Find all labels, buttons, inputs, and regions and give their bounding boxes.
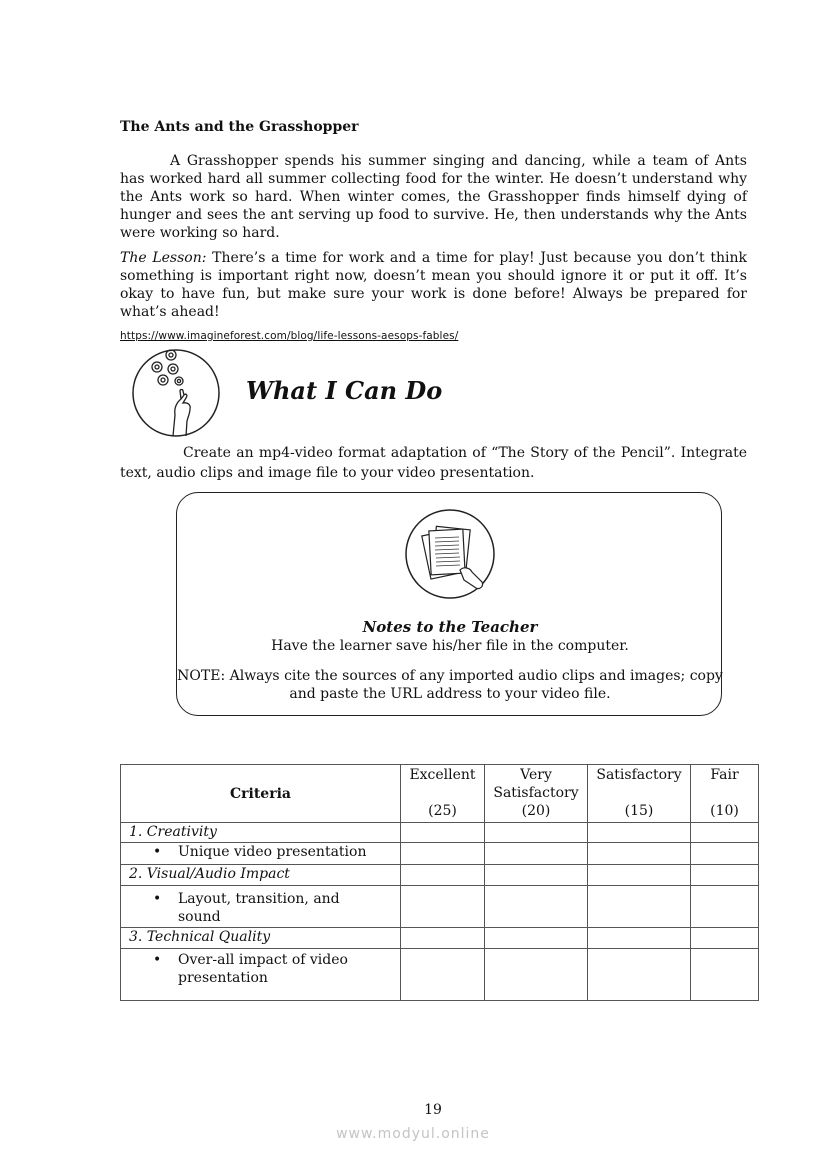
bullet-icon: • (153, 891, 162, 907)
score-cell (691, 886, 759, 928)
notes-title: Notes to the Teacher (362, 618, 538, 636)
notes-text: Have the learner save his/her file in the computer. (271, 638, 629, 654)
score-cell (485, 928, 588, 949)
score-cell (588, 823, 691, 843)
score-cell (691, 843, 759, 865)
rubric-table (120, 764, 759, 1001)
score-cell (401, 843, 485, 865)
story-title: The Ants and the Grasshopper (120, 119, 359, 135)
score-cell (401, 949, 485, 1001)
bullet-icon: • (153, 844, 162, 860)
page-number: 19 (424, 1102, 442, 1118)
score-cell (485, 843, 588, 865)
score-cell (691, 949, 759, 1001)
activity-instruction: Create an mp4-video format adaptation of “The Story of the Pencil”. Integrate text, audio clips and image file to your video presentation. (120, 445, 747, 481)
papers-in-hand-icon (404, 508, 496, 600)
story-body: A Grasshopper spends his summer singing and dancing, while a team of Ants has worked hard all summer collecting food for the winter. He doesn’t understand why the Ants work so hard. When winter comes, the Grasshopper finds himself dying of hunger and sees the ant serving up food to survive. He, then understands why the Ants were working so hard. (120, 153, 747, 241)
watermark: www.modyul.online (336, 1126, 490, 1142)
lesson-label: The Lesson: (120, 250, 207, 266)
score-cell (485, 886, 588, 928)
table-row (121, 865, 759, 886)
source-link[interactable]: https://www.imagineforest.com/blog/life-lessons-aesops-fables/ (120, 330, 459, 342)
criterion-technical-quality: 3. Technical Quality (121, 928, 401, 949)
score-cell (588, 928, 691, 949)
sub-criterion-text: Unique video presentation (178, 844, 367, 860)
table-row (121, 949, 759, 1001)
sub-criterion (121, 886, 401, 928)
level-points: (20) (521, 803, 551, 819)
level-label: Excellent (409, 767, 476, 783)
section-title: What I Can Do (246, 376, 443, 405)
score-cell (691, 865, 759, 886)
level-points: (15) (624, 803, 654, 819)
score-cell (691, 823, 759, 843)
criteria-header: Criteria (121, 765, 401, 823)
level-satisfactory (588, 765, 691, 823)
score-cell (588, 949, 691, 1001)
level-fair (691, 765, 759, 823)
lesson-text: There’s a time for work and a time for play! Just because you don’t think something is important right now, doesn’t mean you should ignore it or put it off. It’s okay to have fun, but make sure your work is done before! Always be prepared for what’s ahead! (120, 250, 748, 320)
table-row (121, 843, 759, 865)
level-excellent (401, 765, 485, 823)
sub-criterion-text: Over-all impact of video presentation (178, 952, 348, 986)
criterion-creativity: 1. Creativity (121, 823, 401, 843)
score-cell (485, 949, 588, 1001)
score-cell (588, 843, 691, 865)
score-cell (401, 823, 485, 843)
hand-with-gears-icon (130, 347, 226, 439)
score-cell (485, 865, 588, 886)
score-cell (588, 886, 691, 928)
score-cell (401, 928, 485, 949)
level-label: Satisfactory (596, 767, 682, 783)
level-points: (10) (710, 803, 739, 819)
score-cell (401, 865, 485, 886)
sub-criterion-text: Layout, transition, and sound (178, 891, 340, 925)
table-row (121, 823, 759, 843)
table-row (121, 886, 759, 928)
bullet-icon: • (153, 952, 162, 968)
criterion-visual-audio: 2. Visual/Audio Impact (121, 865, 401, 886)
sub-criterion (121, 949, 401, 1001)
level-points: (25) (428, 803, 457, 819)
level-very-satisfactory (485, 765, 588, 823)
score-cell (485, 823, 588, 843)
table-row (121, 928, 759, 949)
notes-note: NOTE: Always cite the sources of any imported audio clips and images; copy and paste the URL address to your video file. (177, 668, 723, 702)
level-label: Fair (710, 767, 739, 783)
lesson-paragraph (120, 249, 747, 321)
rubric-header-row (121, 765, 759, 823)
score-cell (401, 886, 485, 928)
score-cell (691, 928, 759, 949)
sub-criterion (121, 843, 401, 865)
level-label: Very Satisfactory (493, 767, 579, 801)
score-cell (588, 865, 691, 886)
